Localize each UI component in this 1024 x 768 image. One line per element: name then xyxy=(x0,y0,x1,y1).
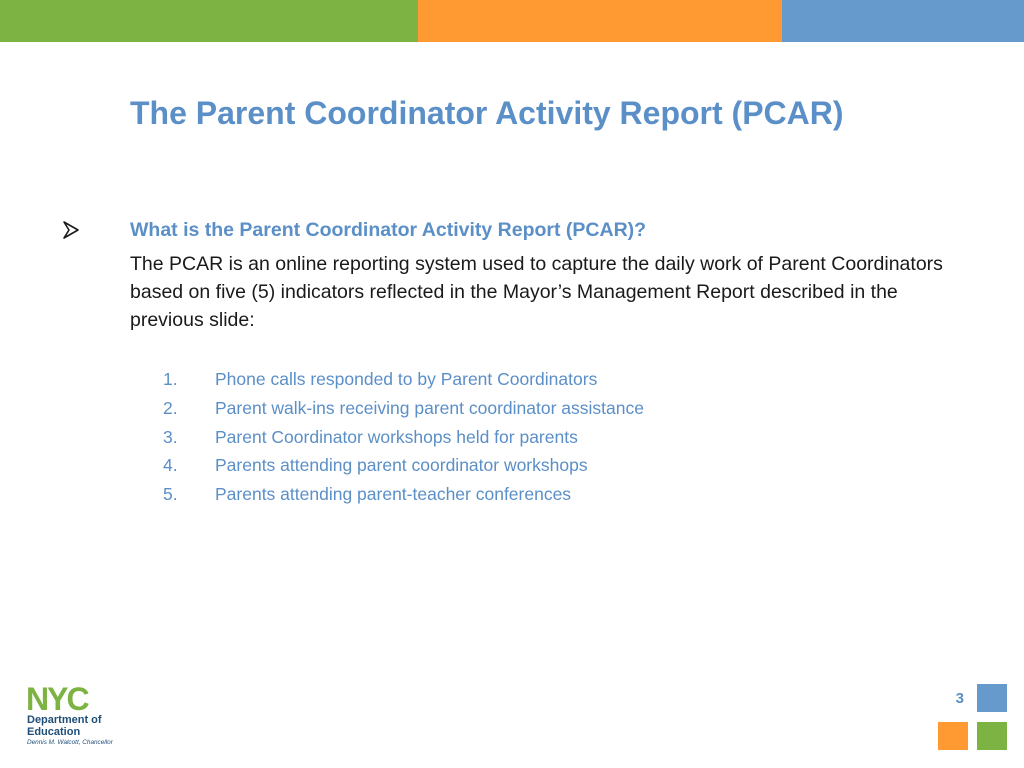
top-band-blue xyxy=(782,0,1024,42)
top-band-green xyxy=(0,0,418,42)
indicator-number: 1. xyxy=(163,369,178,389)
logo-education-line: Education xyxy=(27,726,81,738)
indicator-number: 5. xyxy=(163,484,178,504)
indicator-number: 3. xyxy=(163,426,178,447)
slide-title: The Parent Coordinator Activity Report (PCAR) xyxy=(130,95,844,131)
logo-department-line: Department of xyxy=(27,714,102,726)
indicator-text: Parents attending parent coordinator workshops xyxy=(215,455,588,476)
nyc-logo-mark xyxy=(26,683,118,713)
indicator-text: Phone calls responded to by Parent Coordinators xyxy=(215,369,598,389)
page-number: 3 xyxy=(955,690,964,707)
indicator-number: 4. xyxy=(163,455,178,476)
indicator-number: 2. xyxy=(163,397,178,418)
description-paragraph: The PCAR is an online reporting system used to capture the daily work of Parent Coordinators based on five (5) indicators reflected in the Mayor’s Management Report described in the previous slide: xyxy=(130,253,943,331)
corner-square-blue xyxy=(977,684,1007,712)
nyc-doe-logo xyxy=(26,683,126,747)
corner-square-orange xyxy=(938,722,968,750)
top-color-band xyxy=(0,0,1024,42)
arrowhead-bullet-icon xyxy=(62,220,80,240)
indicator-text: Parents attending parent-teacher conferences xyxy=(215,484,572,504)
question-heading: What is the Parent Coordinator Activity Report (PCAR)? xyxy=(130,219,647,241)
logo-chancellor-line: Dennis M. Walcott, Chancellor xyxy=(27,739,113,746)
nyc-logo-text: NYC xyxy=(26,683,88,713)
top-band-orange xyxy=(418,0,782,42)
indicator-text: Parent walk-ins receiving parent coordinator assistance xyxy=(215,397,644,418)
corner-square-green xyxy=(977,722,1007,750)
indicator-text: Parent Coordinator workshops held for parents xyxy=(215,426,578,447)
